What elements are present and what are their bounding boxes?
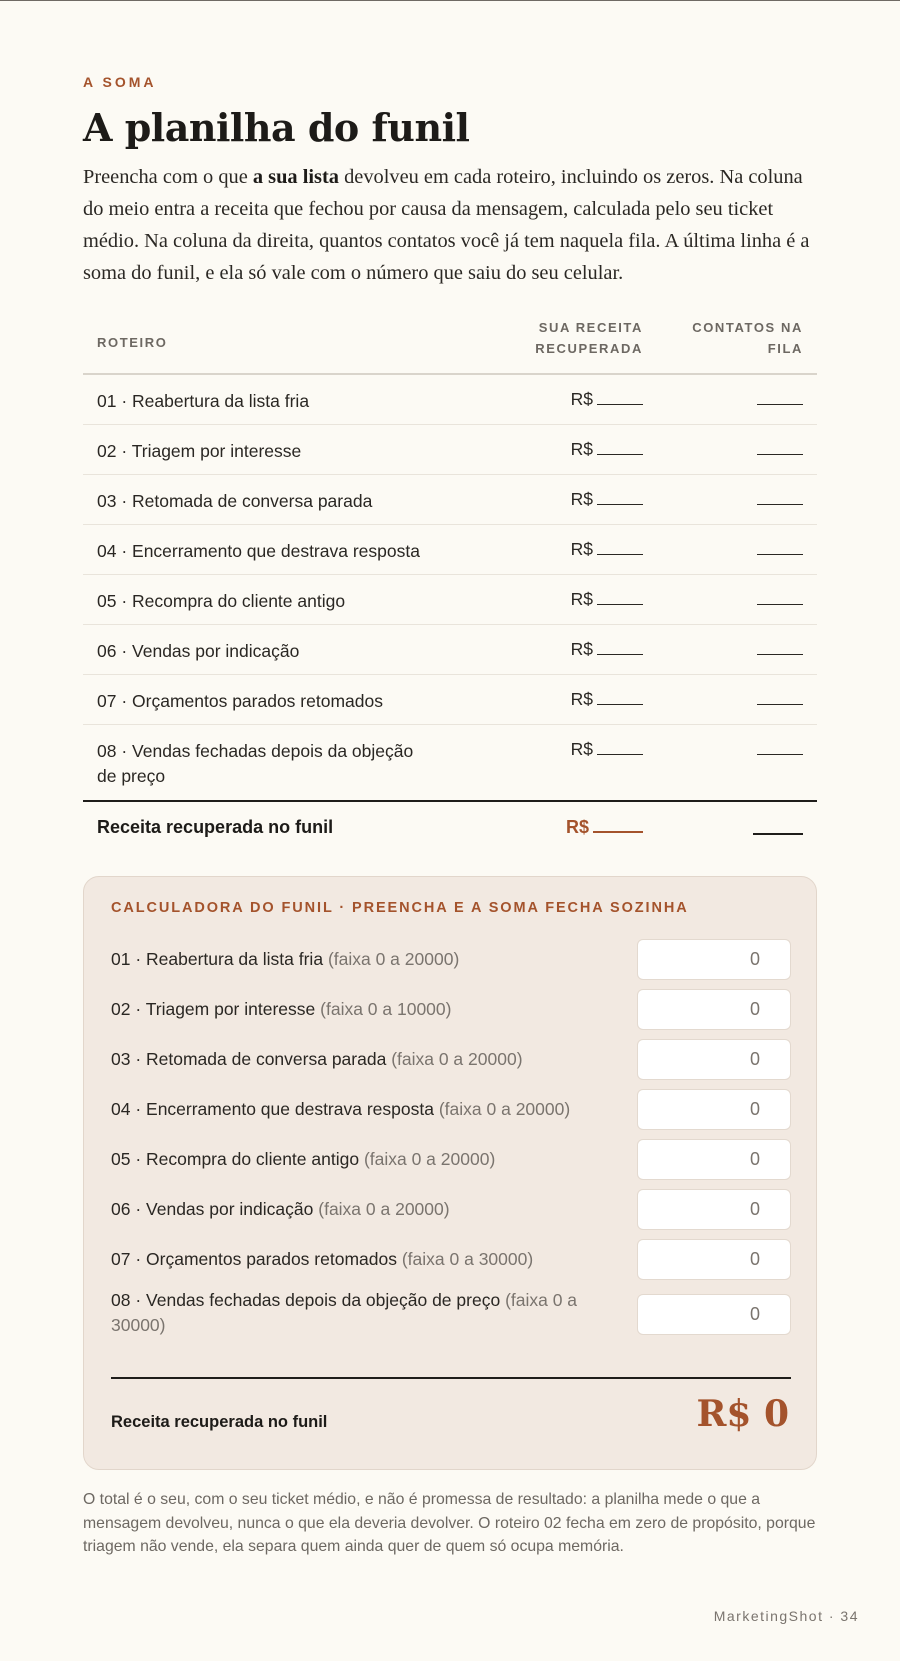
- currency-label: R$: [570, 689, 593, 709]
- currency-label: R$: [570, 389, 593, 409]
- row-contatos: [757, 689, 803, 710]
- header-receita-line1: SUA RECEITA: [538, 320, 643, 335]
- currency-label: R$: [570, 489, 593, 509]
- row-label: 02 · Triagem por interesse: [97, 441, 302, 461]
- row-label-text: 05 · Recompra do cliente antigo: [111, 1149, 360, 1169]
- row-label-text: 01 · Reabertura da lista fria: [111, 949, 324, 969]
- row-receita: [571, 489, 643, 510]
- calculator-row-label: [111, 947, 591, 972]
- total-currency: R$: [565, 817, 589, 837]
- contatos-blank: [757, 689, 803, 705]
- calculator-row: [111, 1039, 791, 1081]
- contatos-blank: [757, 739, 803, 755]
- calculator-divider: [111, 1377, 791, 1379]
- receita-blank: [597, 439, 643, 455]
- row-contatos: [757, 589, 803, 610]
- page-title: A planilha do funil: [83, 105, 470, 150]
- contatos-blank: [757, 489, 803, 505]
- currency-label: R$: [570, 589, 593, 609]
- table-row: [83, 625, 817, 675]
- receita-blank: [597, 639, 643, 655]
- row-range: (faixa 0 a 30000): [111, 1290, 578, 1335]
- value-input[interactable]: 0: [637, 1139, 791, 1180]
- funnel-calculator: [83, 876, 817, 1470]
- table-row: [83, 675, 817, 725]
- header-roteiro: ROTEIRO: [97, 335, 168, 350]
- header-receita: [535, 317, 643, 359]
- calculator-row: [111, 939, 791, 981]
- row-range: (faixa 0 a 30000): [401, 1249, 534, 1269]
- row-receita: [571, 689, 643, 710]
- row-range: (faixa 0 a 20000): [438, 1099, 571, 1119]
- value-input[interactable]: 0: [637, 1294, 791, 1335]
- calculator-row-label: [111, 997, 591, 1022]
- row-contatos: [757, 439, 803, 460]
- row-label: 03 · Retomada de conversa parada: [97, 491, 373, 511]
- total-contatos-blank: [753, 817, 803, 835]
- currency-label: R$: [570, 739, 593, 759]
- calculator-row-label: [111, 1197, 591, 1222]
- table-header: [83, 317, 817, 375]
- intro-text-2: devolveu em cada roteiro, incluindo os zeros. Na coluna do meio entra a receita que fechou por causa da mensagem, calculada pelo seu ticket médio. Na coluna da direita, quantos contatos você já tem naquela fila. A última linha é a soma do funil, e ela só vale com o número que saiu do seu celular.: [83, 166, 810, 284]
- table-row: [83, 425, 817, 475]
- total-contatos: [749, 817, 803, 840]
- value-input[interactable]: 0: [637, 939, 791, 980]
- row-contatos: [757, 489, 803, 510]
- total-receita-blank: [593, 817, 643, 833]
- row-label: 05 · Recompra do cliente antigo: [97, 591, 346, 611]
- table-row: [83, 575, 817, 625]
- value-input[interactable]: 0: [637, 989, 791, 1030]
- table-row: [83, 375, 817, 425]
- row-receita: [571, 739, 643, 760]
- calculator-row-label: [111, 1097, 591, 1122]
- disclaimer-note: O total é o seu, com o seu ticket médio, e não é promessa de resultado: a planilha mede o que a mensagem devolveu, nunca o que ela deveria devolver. O roteiro 02 fecha em zero de propósito, porque triagem não vende, ela separa quem ainda quer de quem só ocupa memória.: [83, 1491, 816, 1555]
- header-receita-line2: RECUPERADA: [535, 341, 643, 356]
- intro-bold: a sua lista: [252, 166, 339, 188]
- contatos-blank: [757, 639, 803, 655]
- header-contatos: [692, 317, 803, 359]
- value-input[interactable]: 0: [637, 1039, 791, 1080]
- page-footer: MarketingShot · 34: [713, 1608, 859, 1624]
- value-input[interactable]: 0: [637, 1189, 791, 1230]
- row-label: 07 · Orçamentos parados retomados: [97, 691, 383, 711]
- calculator-row: [111, 989, 791, 1031]
- calculator-row: [111, 1139, 791, 1181]
- receita-blank: [597, 589, 643, 605]
- receita-blank: [597, 539, 643, 555]
- calculator-total-label: Receita recuperada no funil: [111, 1413, 328, 1431]
- row-label-text: 03 · Retomada de conversa parada: [111, 1049, 387, 1069]
- contatos-blank: [757, 439, 803, 455]
- row-label: 04 · Encerramento que destrava resposta: [97, 541, 420, 561]
- calculator-row: [111, 1239, 791, 1281]
- row-contatos: [757, 539, 803, 560]
- currency-label: R$: [570, 639, 593, 659]
- row-receita: [571, 589, 643, 610]
- section-eyebrow: A SOMA: [83, 74, 157, 90]
- calculator-row-label: [111, 1288, 581, 1338]
- receita-blank: [597, 689, 643, 705]
- calculator-row-label: [111, 1047, 591, 1072]
- row-range: (faixa 0 a 10000): [320, 999, 452, 1019]
- calculator-row: [111, 1089, 791, 1131]
- row-receita: [571, 389, 643, 410]
- table-row: [83, 725, 817, 802]
- calculator-row: [111, 1189, 791, 1231]
- intro-paragraph: [83, 161, 817, 289]
- funnel-table: [83, 317, 817, 858]
- table-row: [83, 475, 817, 525]
- calculator-row-label: [111, 1247, 591, 1272]
- currency-label: R$: [570, 439, 593, 459]
- table-row: [83, 525, 817, 575]
- value-input[interactable]: 0: [637, 1239, 791, 1280]
- calculator-title: CALCULADORA DO FUNIL · PREENCHA E A SOMA FECHA SOZINHA: [111, 900, 689, 916]
- receita-blank: [597, 489, 643, 505]
- row-range: (faixa 0 a 20000): [318, 1199, 450, 1219]
- receita-blank: [597, 739, 643, 755]
- row-range: (faixa 0 a 20000): [391, 1049, 523, 1069]
- row-label-text: 08 · Vendas fechadas depois da objeção de preço: [111, 1290, 501, 1310]
- row-receita: [571, 639, 643, 660]
- row-label: 08 · Vendas fechadas depois da objeção de preço: [97, 741, 414, 786]
- value-input[interactable]: 0: [637, 1089, 791, 1130]
- currency-label: R$: [570, 539, 593, 559]
- row-label-text: 02 · Triagem por interesse: [111, 999, 316, 1019]
- row-label: 06 · Vendas por indicação: [97, 641, 300, 661]
- row-label-text: 04 · Encerramento que destrava resposta: [111, 1099, 434, 1119]
- contatos-blank: [757, 389, 803, 405]
- row-range: (faixa 0 a 20000): [327, 949, 460, 969]
- row-contatos: [757, 639, 803, 660]
- row-label: 01 · Reabertura da lista fria: [97, 391, 310, 411]
- calculator-total-value: R$ 0: [696, 1393, 789, 1435]
- total-receita: [566, 817, 643, 838]
- row-range: (faixa 0 a 20000): [363, 1149, 496, 1169]
- table-total-row: [83, 802, 817, 858]
- row-contatos: [757, 739, 803, 760]
- intro-text-1: Preencha com o que: [83, 166, 253, 188]
- contatos-blank: [757, 589, 803, 605]
- row-label-text: 07 · Orçamentos parados retomados: [111, 1249, 397, 1269]
- receita-blank: [597, 389, 643, 405]
- header-contatos-line1: CONTATOS NA: [692, 320, 803, 335]
- header-contatos-line2: FILA: [767, 341, 803, 356]
- total-label: Receita recuperada no funil: [97, 817, 334, 837]
- calculator-row-label: [111, 1147, 591, 1172]
- row-receita: [571, 439, 643, 460]
- row-contatos: [757, 389, 803, 410]
- row-receita: [571, 539, 643, 560]
- row-label-text: 06 · Vendas por indicação: [111, 1199, 314, 1219]
- calculator-row: [111, 1289, 791, 1349]
- contatos-blank: [757, 539, 803, 555]
